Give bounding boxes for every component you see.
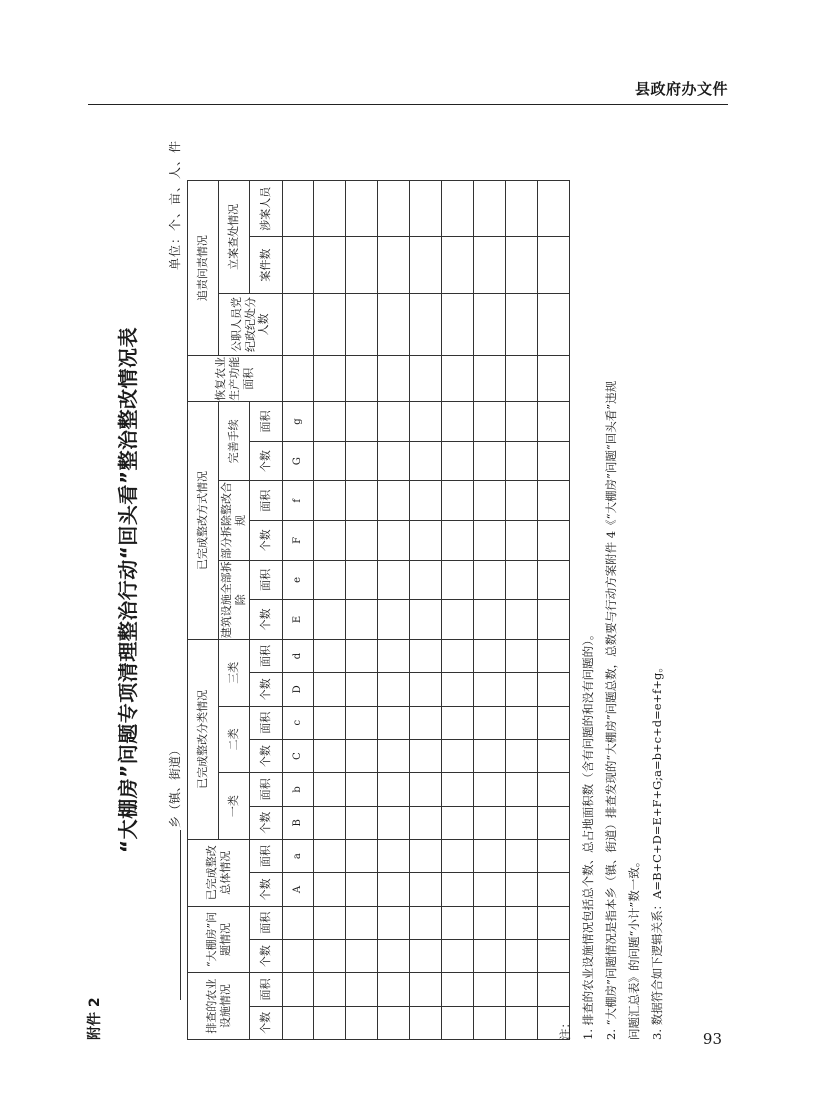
table-cell[interactable] bbox=[506, 402, 538, 442]
township-fill-line[interactable] bbox=[168, 830, 181, 1000]
table-cell[interactable] bbox=[442, 873, 474, 906]
table-cell[interactable] bbox=[474, 181, 506, 238]
table-cell[interactable] bbox=[410, 873, 442, 906]
header-persons: 涉案人员 bbox=[250, 181, 283, 238]
table-cell[interactable] bbox=[314, 293, 346, 356]
table-cell[interactable] bbox=[442, 402, 474, 442]
table-cell[interactable] bbox=[314, 673, 346, 706]
table-cell[interactable] bbox=[283, 237, 314, 293]
table-cell[interactable] bbox=[506, 181, 538, 238]
table-cell[interactable] bbox=[346, 939, 378, 972]
table-cell[interactable] bbox=[506, 639, 538, 672]
table-cell[interactable] bbox=[314, 839, 346, 872]
table-cell[interactable] bbox=[442, 773, 474, 806]
header-dapengfang: “大棚房”问题情况 bbox=[188, 906, 250, 973]
table-cell[interactable] bbox=[474, 906, 506, 939]
table-cell[interactable] bbox=[314, 906, 346, 939]
note-item: 2. “大棚房”问题情况是指本乡（镇、街道）排查发现的“大棚房”问题总数，总数要与行动方案附件 4《“大棚房”问题“回头看”违规 bbox=[604, 380, 618, 1040]
township-label: 乡（镇、街道） bbox=[168, 743, 182, 828]
table-cell[interactable] bbox=[474, 402, 506, 442]
table-row bbox=[506, 181, 538, 1040]
table-cell[interactable] bbox=[506, 600, 538, 640]
table-cell[interactable] bbox=[283, 906, 314, 939]
table-cell[interactable] bbox=[314, 441, 346, 481]
table-cell[interactable] bbox=[378, 639, 410, 672]
table-cell[interactable] bbox=[442, 673, 474, 706]
table-cell[interactable] bbox=[410, 806, 442, 839]
table-cell[interactable] bbox=[474, 1006, 506, 1039]
table-cell[interactable] bbox=[378, 560, 410, 600]
table-cell[interactable] bbox=[442, 906, 474, 939]
table-cell[interactable] bbox=[378, 739, 410, 772]
table-cell[interactable] bbox=[346, 181, 378, 238]
table-row bbox=[314, 181, 346, 1040]
table-cell[interactable] bbox=[410, 773, 442, 806]
table-cell[interactable] bbox=[506, 773, 538, 806]
table-cell[interactable] bbox=[346, 873, 378, 906]
table-cell[interactable] bbox=[474, 673, 506, 706]
note-item: 3. 数据符合如下逻辑关系：A=B+C+D=E+F+G;a=b+c+d=e+f+g。 bbox=[650, 661, 664, 1040]
table-cell[interactable] bbox=[442, 806, 474, 839]
table-cell[interactable] bbox=[506, 973, 538, 1006]
table-cell[interactable] bbox=[442, 1006, 474, 1039]
letter-cell: a bbox=[283, 839, 314, 872]
table-cell[interactable] bbox=[410, 181, 442, 238]
table-cell[interactable] bbox=[410, 839, 442, 872]
table-cell[interactable] bbox=[378, 237, 410, 293]
letter-cell: E bbox=[283, 600, 314, 640]
header-restore-area: 恢复农业生产功能面积 bbox=[188, 356, 283, 402]
table-cell[interactable] bbox=[346, 806, 378, 839]
table-cell[interactable] bbox=[442, 639, 474, 672]
table-cell[interactable] bbox=[378, 806, 410, 839]
header-class-2: 二类 bbox=[219, 706, 250, 773]
page-number: 93 bbox=[702, 1030, 722, 1048]
header-rule bbox=[88, 104, 728, 105]
table-cell[interactable] bbox=[474, 739, 506, 772]
table-cell[interactable] bbox=[506, 906, 538, 939]
table-cell[interactable] bbox=[506, 739, 538, 772]
header-class-1: 一类 bbox=[219, 773, 250, 840]
table-cell[interactable] bbox=[314, 806, 346, 839]
table-cell[interactable] bbox=[410, 973, 442, 1006]
table-cell[interactable] bbox=[283, 973, 314, 1006]
table-cell[interactable] bbox=[506, 356, 538, 402]
header-area: 面积 bbox=[250, 560, 283, 600]
table-cell[interactable] bbox=[314, 181, 346, 238]
table-cell[interactable] bbox=[378, 441, 410, 481]
table-cell[interactable] bbox=[314, 402, 346, 442]
table-cell[interactable] bbox=[410, 481, 442, 521]
header-area: 面积 bbox=[250, 639, 283, 672]
attachment-label: 附件 2 bbox=[87, 997, 103, 1040]
table-cell[interactable] bbox=[314, 600, 346, 640]
table-cell[interactable] bbox=[410, 521, 442, 561]
table-cell[interactable] bbox=[378, 906, 410, 939]
letter-cell: d bbox=[283, 639, 314, 672]
header-cases: 案件数 bbox=[250, 237, 283, 293]
header-accountability: 追责问责情况 bbox=[188, 181, 219, 356]
table-cell[interactable] bbox=[442, 560, 474, 600]
header-class-3: 三类 bbox=[219, 639, 250, 706]
table-cell[interactable] bbox=[346, 237, 378, 293]
header-area: 面积 bbox=[250, 706, 283, 739]
table-cell[interactable] bbox=[314, 939, 346, 972]
table-cell[interactable] bbox=[442, 181, 474, 238]
table-cell[interactable] bbox=[410, 237, 442, 293]
table-cell[interactable] bbox=[506, 237, 538, 293]
header-completed-total: 已完成整改总体情况 bbox=[188, 839, 250, 906]
table-row bbox=[474, 181, 506, 1040]
formula-letter-row bbox=[283, 181, 314, 1040]
note-item: 问题汇总表》的问题“小计”数一致。 bbox=[627, 855, 641, 1040]
table-cell[interactable] bbox=[346, 402, 378, 442]
table-cell[interactable] bbox=[442, 521, 474, 561]
table-cell[interactable] bbox=[442, 481, 474, 521]
table-cell[interactable] bbox=[506, 521, 538, 561]
table-cell[interactable] bbox=[410, 639, 442, 672]
table-cell[interactable] bbox=[410, 560, 442, 600]
table-cell[interactable] bbox=[506, 481, 538, 521]
table-cell[interactable] bbox=[410, 356, 442, 402]
table-cell[interactable] bbox=[346, 441, 378, 481]
table-cell[interactable] bbox=[506, 939, 538, 972]
table-cell[interactable] bbox=[346, 560, 378, 600]
header-area: 面积 bbox=[250, 973, 283, 1006]
table-cell[interactable] bbox=[314, 973, 346, 1006]
table-cell[interactable] bbox=[346, 356, 378, 402]
table-cell[interactable] bbox=[283, 181, 314, 238]
table-cell[interactable] bbox=[346, 1006, 378, 1039]
table-cell[interactable] bbox=[378, 181, 410, 238]
table-cell[interactable] bbox=[314, 873, 346, 906]
header-method-permits: 完善手续 bbox=[219, 402, 250, 481]
table-cell[interactable] bbox=[442, 973, 474, 1006]
table-cell[interactable] bbox=[474, 560, 506, 600]
table-cell[interactable] bbox=[474, 706, 506, 739]
table-cell[interactable] bbox=[314, 639, 346, 672]
table-cell[interactable] bbox=[346, 773, 378, 806]
letter-cell: e bbox=[283, 560, 314, 600]
table-cell[interactable] bbox=[506, 560, 538, 600]
table-cell[interactable] bbox=[474, 600, 506, 640]
table-cell[interactable] bbox=[410, 1006, 442, 1039]
table-cell[interactable] bbox=[442, 293, 474, 356]
table-cell[interactable] bbox=[283, 939, 314, 972]
notes-heading: 注： bbox=[558, 1017, 572, 1040]
header-count: 个数 bbox=[250, 521, 283, 561]
table-cell[interactable] bbox=[474, 973, 506, 1006]
unit-label: 单位：个、亩、人、件 bbox=[168, 140, 182, 271]
table-cell[interactable] bbox=[378, 293, 410, 356]
table-cell[interactable] bbox=[410, 906, 442, 939]
letter-cell: A bbox=[283, 873, 314, 906]
table-cell[interactable] bbox=[378, 839, 410, 872]
header-count: 个数 bbox=[250, 806, 283, 839]
header-count: 个数 bbox=[250, 441, 283, 481]
table-cell[interactable] bbox=[314, 560, 346, 600]
table-row bbox=[410, 181, 442, 1040]
table-cell[interactable] bbox=[378, 1006, 410, 1039]
table-cell[interactable] bbox=[378, 873, 410, 906]
table-cell[interactable] bbox=[474, 481, 506, 521]
table-cell[interactable] bbox=[474, 237, 506, 293]
table-cell[interactable] bbox=[283, 293, 314, 356]
table-cell[interactable] bbox=[506, 673, 538, 706]
table-cell[interactable] bbox=[410, 673, 442, 706]
table-cell[interactable] bbox=[346, 600, 378, 640]
table-cell[interactable] bbox=[506, 839, 538, 872]
letter-cell: G bbox=[283, 441, 314, 481]
header-classification: 已完成整改分类情况 bbox=[188, 639, 219, 839]
table-cell[interactable] bbox=[378, 939, 410, 972]
header-survey: 排查的农业设施情况 bbox=[188, 973, 250, 1040]
table-cell[interactable] bbox=[442, 237, 474, 293]
table-cell[interactable] bbox=[410, 293, 442, 356]
table-cell[interactable] bbox=[314, 237, 346, 293]
table-cell[interactable] bbox=[346, 673, 378, 706]
table-cell[interactable] bbox=[474, 441, 506, 481]
letter-cell: F bbox=[283, 521, 314, 561]
table-cell[interactable] bbox=[442, 441, 474, 481]
table-cell[interactable] bbox=[474, 873, 506, 906]
table-cell[interactable] bbox=[410, 739, 442, 772]
table-cell[interactable] bbox=[314, 706, 346, 739]
note-item: 1. 排查的农业设施情况包括总个数、总占地面积数（含有问题的和没有问题的）。 bbox=[581, 628, 595, 1040]
header-title: 县政府办文件 bbox=[634, 80, 728, 98]
table-cell[interactable] bbox=[314, 739, 346, 772]
table-row bbox=[378, 181, 410, 1040]
table-cell[interactable] bbox=[378, 706, 410, 739]
header-area: 面积 bbox=[250, 773, 283, 806]
document-title: “大棚房”问题专项清理整治行动“回头看”整治整改情况表 bbox=[116, 326, 140, 854]
letter-cell: D bbox=[283, 673, 314, 706]
table-row bbox=[346, 181, 378, 1040]
header-count: 个数 bbox=[250, 600, 283, 640]
header-count: 个数 bbox=[250, 673, 283, 706]
notes bbox=[554, 140, 669, 1040]
table-cell[interactable] bbox=[506, 806, 538, 839]
table-cell[interactable] bbox=[474, 839, 506, 872]
table-cell[interactable] bbox=[410, 600, 442, 640]
table-cell[interactable] bbox=[283, 356, 314, 402]
table-cell[interactable] bbox=[378, 600, 410, 640]
letter-cell: B bbox=[283, 806, 314, 839]
table-cell[interactable] bbox=[474, 521, 506, 561]
header-method-full-removal: 建筑设施全部拆除 bbox=[219, 560, 250, 639]
header-area: 面积 bbox=[250, 481, 283, 521]
table-cell[interactable] bbox=[506, 1006, 538, 1039]
table-cell[interactable] bbox=[314, 1006, 346, 1039]
header-count: 个数 bbox=[250, 939, 283, 972]
table-cell[interactable] bbox=[314, 773, 346, 806]
table-cell[interactable] bbox=[474, 293, 506, 356]
rotated-form bbox=[80, 140, 664, 1040]
table-cell[interactable] bbox=[314, 481, 346, 521]
header-area: 面积 bbox=[250, 906, 283, 939]
rectification-table bbox=[187, 180, 570, 1040]
letter-cell: b bbox=[283, 773, 314, 806]
table-cell[interactable] bbox=[506, 441, 538, 481]
table-cell[interactable] bbox=[283, 1006, 314, 1039]
table-cell[interactable] bbox=[474, 356, 506, 402]
table-cell[interactable] bbox=[378, 481, 410, 521]
table-cell[interactable] bbox=[346, 973, 378, 1006]
table-cell[interactable] bbox=[442, 939, 474, 972]
table-cell[interactable] bbox=[442, 739, 474, 772]
header-count: 个数 bbox=[250, 873, 283, 906]
table-cell[interactable] bbox=[378, 402, 410, 442]
table-cell[interactable] bbox=[474, 806, 506, 839]
header-count: 个数 bbox=[250, 739, 283, 772]
table-cell[interactable] bbox=[442, 600, 474, 640]
table-cell[interactable] bbox=[474, 939, 506, 972]
table-cell[interactable] bbox=[378, 356, 410, 402]
table-cell[interactable] bbox=[346, 839, 378, 872]
header-area: 面积 bbox=[250, 402, 283, 442]
table-cell[interactable] bbox=[506, 706, 538, 739]
table-cell[interactable] bbox=[314, 521, 346, 561]
table-cell[interactable] bbox=[346, 739, 378, 772]
header-count: 个数 bbox=[250, 1006, 283, 1039]
table-cell[interactable] bbox=[346, 293, 378, 356]
table-cell[interactable] bbox=[506, 293, 538, 356]
table-cell[interactable] bbox=[410, 402, 442, 442]
table-cell[interactable] bbox=[410, 939, 442, 972]
table-cell[interactable] bbox=[346, 706, 378, 739]
table-cell[interactable] bbox=[378, 773, 410, 806]
header-methods: 已完成整改方式情况 bbox=[188, 402, 219, 640]
table-cell[interactable] bbox=[346, 906, 378, 939]
header-filing: 立案查处情况 bbox=[219, 181, 250, 294]
letter-cell: f bbox=[283, 481, 314, 521]
table-cell[interactable] bbox=[442, 356, 474, 402]
header-method-partial-removal: 部分拆除整改合规 bbox=[219, 481, 250, 560]
table-cell[interactable] bbox=[506, 873, 538, 906]
header-area: 面积 bbox=[250, 839, 283, 872]
table-cell[interactable] bbox=[346, 639, 378, 672]
table-cell[interactable] bbox=[442, 706, 474, 739]
table-cell[interactable] bbox=[314, 356, 346, 402]
table-cell[interactable] bbox=[378, 521, 410, 561]
letter-cell: C bbox=[283, 739, 314, 772]
table-row bbox=[442, 181, 474, 1040]
table-cell[interactable] bbox=[474, 773, 506, 806]
table-cell[interactable] bbox=[474, 639, 506, 672]
table-cell[interactable] bbox=[378, 973, 410, 1006]
table-cell[interactable] bbox=[442, 839, 474, 872]
letter-cell: c bbox=[283, 706, 314, 739]
header-party-discipline: 公职人员党纪政纪处分人数 bbox=[219, 293, 283, 356]
letter-cell: g bbox=[283, 402, 314, 442]
table-cell[interactable] bbox=[346, 521, 378, 561]
table-cell[interactable] bbox=[378, 673, 410, 706]
table-cell[interactable] bbox=[410, 706, 442, 739]
table-cell[interactable] bbox=[410, 441, 442, 481]
table-cell[interactable] bbox=[346, 481, 378, 521]
